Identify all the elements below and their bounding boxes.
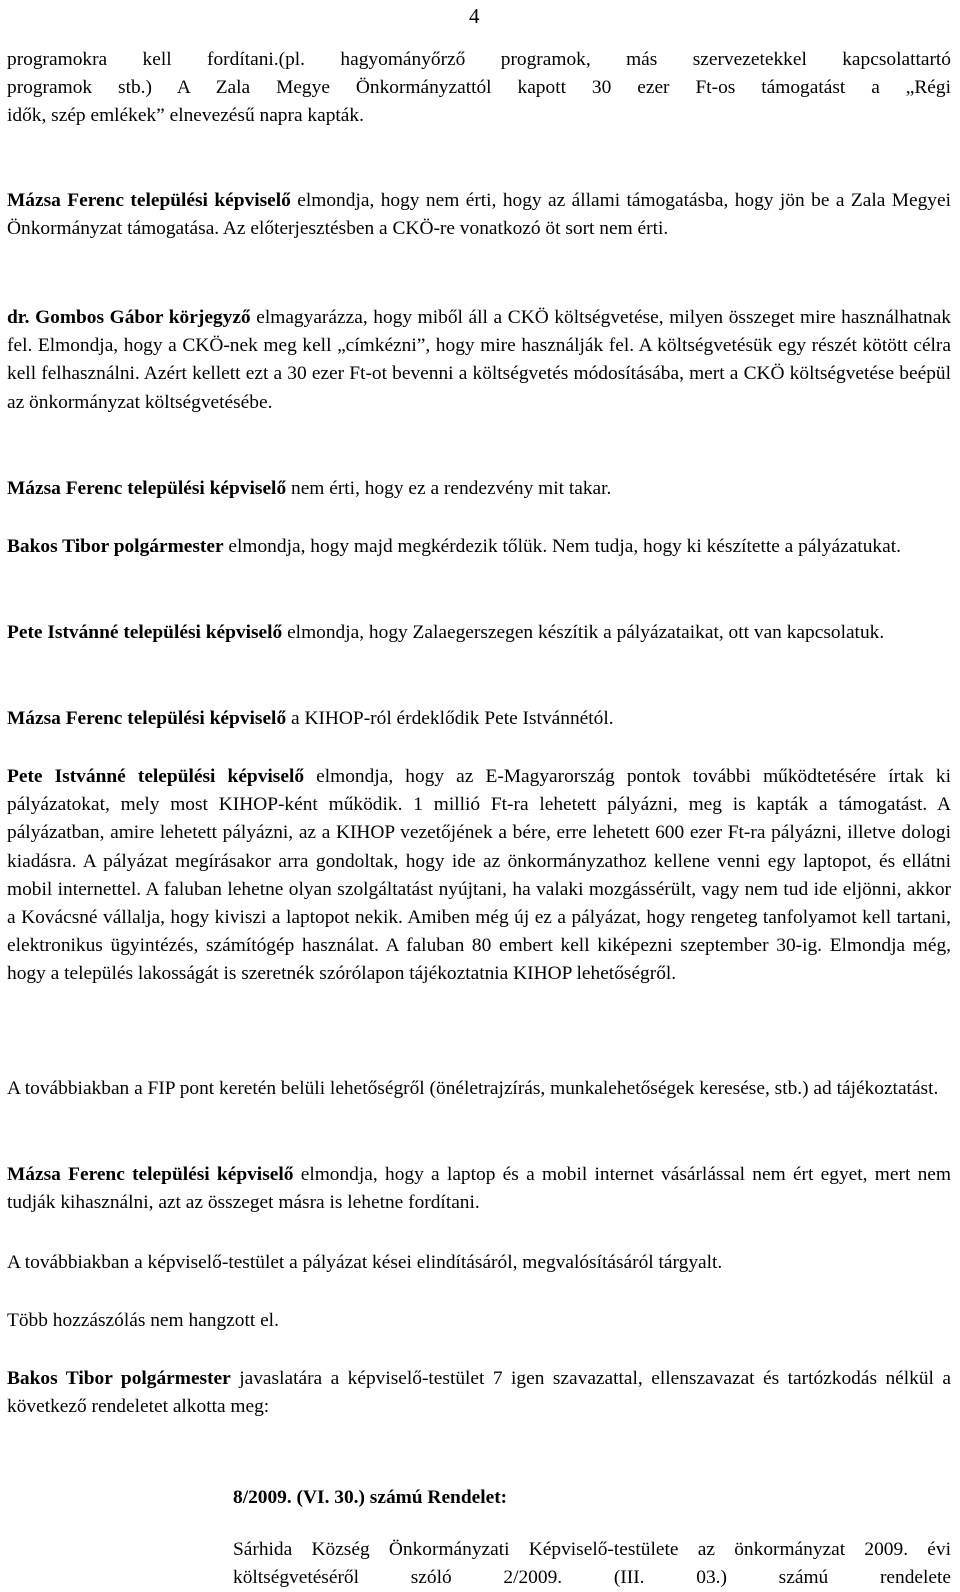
paragraph-mazsa-1 xyxy=(7,187,951,243)
paragraph-bakos-1 xyxy=(7,533,951,561)
paragraph-testulet xyxy=(7,1249,951,1277)
speaker-name: Pete Istvánné települési képviselő xyxy=(7,622,283,643)
speaker-name: Mázsa Ferenc települési képviselő xyxy=(7,478,287,499)
speaker-name: dr. Gombos Gábor körjegyző xyxy=(7,307,251,328)
speaker-name: Bakos Tibor polgármester xyxy=(7,1368,231,1389)
paragraph-fip xyxy=(7,1075,951,1103)
intro-line-2: programok stb.) A Zala Megye Önkormányzattól kapott 30 ezer Ft-os támogatást a „Régi xyxy=(7,77,951,99)
paragraph-text: A továbbiakban a képviselő-testület a pályázat kései elindításáról, megvalósításáról tárgyalt. xyxy=(7,1252,723,1273)
intro-line-3: idők, szép emlékek” elnevezésű napra kapták. xyxy=(7,105,364,127)
paragraph-text: elmondja, hogy az E-Magyarország pontok további működtetésére írtak ki pályázatokat, mely most KIHOP-ként működik. 1 millió Ft-ra lehetett pályázni, meg is kapták a támogatást. A pályázatban, amire lehetett pályázni, az a KIHOP vezetőjének a bére, erre lehetett 600 ezer Ft-ra pályázni, illetve dologi kiadásra. A pályázat megírásakor arra gondoltak, hogy ide az önkormányzathoz kellene venni egy laptopot, és ellátni mobil internettel. A faluban lehetne olyan szolgáltatást nyújtani, ha valaki mozgássérült, vagy nem tud ide eljönni, akkor a Kovácsné vállalja, hogy kiviszi a laptopot nekik. Amiben még új ez a pályázat, hogy rengeteg tanfolyamot kell tartani, elektronikus ügyintézés, számítógép használat. A faluban 80 embert kell kiképezni szeptember 30-ig. Elmondja még, hogy a település lakosságát is szeretnék szórólapon tájékoztatnia KIHOP lehetőségről. xyxy=(7,766,952,985)
paragraph-text: nem érti, hogy ez a rendezvény mit takar. xyxy=(291,478,612,499)
paragraph-intro xyxy=(7,46,951,131)
intro-line-1: programokra kell fordítani.(pl. hagyományőrző programok, más szervezetekkel kapcsolattartó xyxy=(7,49,951,70)
paragraph-text: elmagyarázza, hogy miből áll a CKÖ költségvetése, milyen összeget mire használhatnak fel. Elmondja, hogy a CKÖ-nek meg kell „címkézni”, hogy mire használják fel. A költségvetésük egy részét kötött célra kell felhasználni. Azért kellett ezt a 30 ezer Ft-ot bevenni a költségvetés módosításába, mert a CKÖ költségvetése beépül az önkormányzat költségvetésébe. xyxy=(7,307,952,413)
paragraph-mazsa-4 xyxy=(7,1161,951,1217)
speaker-name: Mázsa Ferenc települési képviselő xyxy=(7,1164,294,1185)
paragraph-text: a KIHOP-ról érdeklődik Pete Istvánnétól. xyxy=(291,708,614,729)
paragraph-text: elmondja, hogy Zalaegerszegen készítik a pályázataikat, ott van kapcsolatuk. xyxy=(287,622,885,643)
paragraph-text: elmondja, hogy a laptop és a mobil internet vásárlással nem ért egyet, mert nem tudják kihasználni, azt az összeget másra is lehetne fordítani. xyxy=(7,1164,951,1214)
speaker-name: Bakos Tibor polgármester xyxy=(7,536,224,557)
speaker-name: Mázsa Ferenc települési képviselő xyxy=(7,190,291,211)
paragraph-text: A továbbiakban a FIP pont keretén belüli lehetőségről (önéletrajzírás, munkalehetőségek keresése, stb.) ad tájékoztatást. xyxy=(7,1078,939,1099)
paragraph-mazsa-3 xyxy=(7,705,951,733)
decree-heading: 8/2009. (VI. 30.) számú Rendelet: xyxy=(233,1487,508,1508)
paragraph-text: elmondja, hogy majd megkérdezik tőlük. Nem tudja, hogy ki készítette a pályázatukat. xyxy=(228,536,901,557)
paragraph-text: elmondja, hogy nem érti, hogy az állami támogatásba, hogy jön be a Zala Megyei Önkormányzat támogatása. Az előterjesztésben a CKÖ-re vonatkozó öt sort nem érti. xyxy=(7,190,951,240)
paragraph-text: javaslatára a képviselő-testület 7 igen szavazattal, ellenszavazat és tartózkodás nélkül a következő rendeletet alkotta meg: xyxy=(7,1368,951,1418)
page-number: 4 xyxy=(469,4,480,28)
paragraph-mazsa-2 xyxy=(7,475,951,503)
paragraph-hozzaszolas xyxy=(7,1307,951,1335)
paragraph-pete-1 xyxy=(7,619,951,647)
paragraph-bakos-2 xyxy=(7,1365,951,1421)
decree-text: Sárhida Község Önkormányzati Képviselő-testülete az önkormányzat 2009. évi költségvetéséről szóló 2/2009. (III. 03.) számú rendelete xyxy=(233,1539,951,1589)
paragraph-text: Több hozzászólás nem hangzott el. xyxy=(7,1310,279,1331)
paragraph-gombos xyxy=(7,304,951,417)
speaker-name: Pete Istvánné települési képviselő xyxy=(7,766,305,787)
speaker-name: Mázsa Ferenc települési képviselő xyxy=(7,708,287,729)
paragraph-pete-2 xyxy=(7,763,951,989)
